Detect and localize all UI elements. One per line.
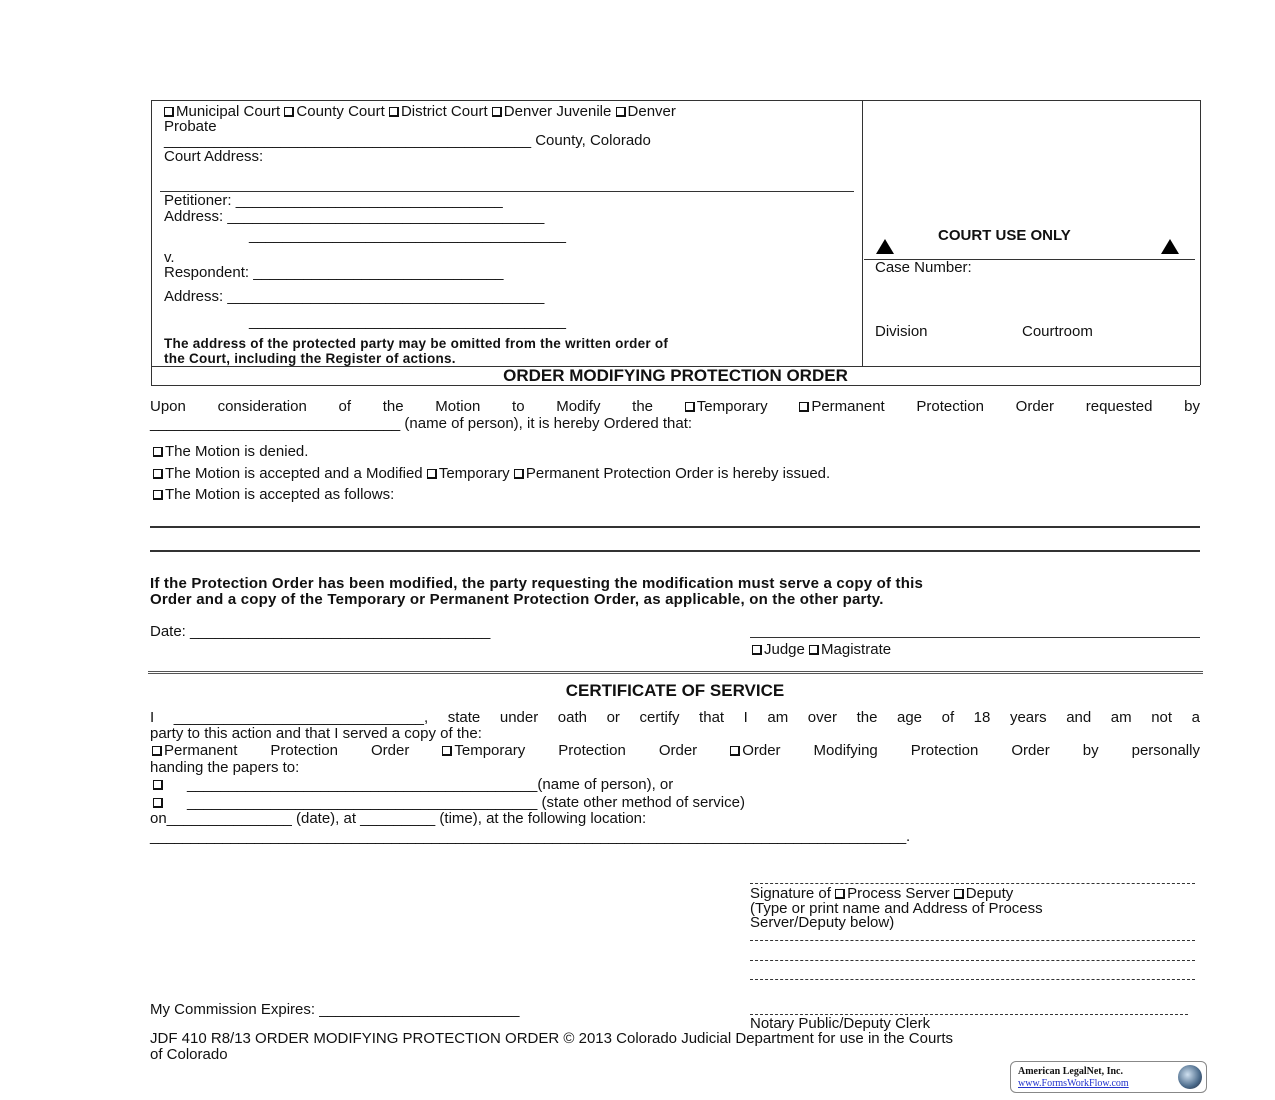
- footer-line-2: of Colorado: [150, 1046, 228, 1063]
- checkbox-icon[interactable]: [492, 107, 502, 117]
- checkbox-magistrate[interactable]: [809, 645, 819, 655]
- checkbox-permanent[interactable]: [799, 402, 809, 412]
- checkbox-icon[interactable]: [153, 490, 163, 500]
- court-option-denver-probate[interactable]: Denver: [616, 103, 676, 120]
- service-notice-line-1: If the Protection Order has been modified, the party requesting the modification must serve a copy of this: [150, 575, 923, 592]
- respondent-address-field[interactable]: Address: ______________________________________: [164, 288, 545, 305]
- date-field[interactable]: Date: ____________________________________: [150, 623, 491, 640]
- court-use-only-label: COURT USE ONLY: [938, 227, 1071, 244]
- versus-label: v.: [164, 249, 175, 266]
- court-type-options: [164, 104, 676, 120]
- checkbox-icon[interactable]: [153, 447, 163, 457]
- address-notice-line-1: The address of the protected party may be omitted from the written order of: [164, 336, 669, 351]
- server-info-line-3[interactable]: [750, 979, 1195, 980]
- judge-magistrate-options: Judge Magistrate: [752, 642, 891, 658]
- petitioner-address-field-2[interactable]: ______________________________________: [249, 227, 567, 244]
- commission-expires-field[interactable]: My Commission Expires: ________________________: [150, 1001, 520, 1018]
- petitioner-address-field[interactable]: Address: ______________________________________: [164, 208, 545, 225]
- globe-icon: [1178, 1065, 1202, 1089]
- checkbox-temporary[interactable]: [427, 469, 437, 479]
- forms-workflow-link[interactable]: www.FormsWorkFlow.com: [1018, 1078, 1129, 1089]
- server-info-line-2[interactable]: [750, 960, 1195, 961]
- notary-label: Notary Public/Deputy Clerk: [750, 1015, 931, 1032]
- type-print-note-1: (Type or print name and Address of Process: [750, 900, 1043, 917]
- respondent-address-field-2[interactable]: ______________________________________: [249, 313, 567, 330]
- order-intro-line-1: Upon consideration of the Motion to Modify the Temporary Permanent Protection Order requested by: [150, 398, 1201, 415]
- county-field[interactable]: ____________________________________________ County, Colorado: [164, 132, 651, 149]
- service-notice-line-2: Order and a copy of the Temporary or Permanent Protection Order, as applicable, on the other party.: [150, 591, 884, 608]
- division-label[interactable]: Division: [875, 323, 928, 340]
- checkbox-icon[interactable]: [164, 107, 174, 117]
- american-legalnet-logo[interactable]: American LegalNet, Inc. www.FormsWorkFlow.com: [1010, 1061, 1207, 1093]
- probate-label: Probate: [164, 118, 217, 135]
- triangle-up-icon: [876, 239, 894, 254]
- checkbox-icon[interactable]: [389, 107, 399, 117]
- court-option-district[interactable]: District Court: [389, 103, 488, 120]
- option-denied[interactable]: The Motion is denied.: [153, 444, 308, 460]
- section-divider: [148, 671, 1203, 674]
- box-top: [151, 100, 1200, 101]
- footer-line-1: JDF 410 R8/13 ORDER MODIFYING PROTECTION ORDER © 2013 Colorado Judicial Department for use in the Courts: [150, 1030, 953, 1047]
- box-divider: [862, 100, 863, 366]
- checkbox-judge[interactable]: [752, 645, 762, 655]
- checkbox-icon[interactable]: [153, 798, 163, 808]
- served-documents-options: Permanent Protection Order Temporary Protection Order Order Modifying Protection Order by personally: [152, 743, 1200, 759]
- box-left: [151, 100, 152, 385]
- court-option-municipal[interactable]: Municipal Court: [164, 103, 280, 120]
- follows-line-2[interactable]: [150, 550, 1200, 552]
- server-info-line-1[interactable]: [750, 940, 1195, 941]
- case-number-label[interactable]: Case Number:: [875, 259, 972, 276]
- server-signature-line[interactable]: [750, 883, 1195, 884]
- checkbox-icon[interactable]: [153, 469, 163, 479]
- page-title: ORDER MODIFYING PROTECTION ORDER: [503, 366, 848, 385]
- location-field[interactable]: ______________________________________________________________________________________________.: [150, 828, 910, 845]
- petitioner-field[interactable]: Petitioner: ________________________________: [164, 192, 503, 209]
- checkbox-temporary[interactable]: [685, 402, 695, 412]
- checkbox-modifying-order[interactable]: [730, 746, 740, 756]
- signature-of-options: Signature of Process Server Deputy: [750, 885, 1014, 902]
- judge-signature-line[interactable]: [750, 637, 1200, 638]
- triangle-up-icon: [1161, 239, 1179, 254]
- checkbox-icon[interactable]: [284, 107, 294, 117]
- option-name-of-person[interactable]: __________________________________________(name of person), or: [153, 777, 673, 793]
- box-bottom: [151, 385, 1200, 386]
- certificate-title: CERTIFICATE OF SERVICE: [565, 681, 785, 700]
- certificate-line-4: handing the papers to:: [150, 759, 300, 776]
- checkbox-icon[interactable]: [153, 780, 163, 790]
- certificate-line-1[interactable]: I ______________________________, state under oath or certify that I am over the age of 18 years and am not a: [150, 709, 1200, 726]
- respondent-field[interactable]: Respondent: ______________________________: [164, 264, 504, 281]
- box-right: [1200, 100, 1201, 385]
- option-other-method[interactable]: __________________________________________ (state other method of service): [153, 795, 745, 811]
- court-option-county[interactable]: County Court: [284, 103, 384, 120]
- checkbox-permanent-order[interactable]: [152, 746, 162, 756]
- checkbox-permanent[interactable]: [514, 469, 524, 479]
- option-accepted-modified[interactable]: The Motion is accepted and a Modified Temporary Permanent Protection Order is hereby issued.: [153, 466, 830, 482]
- court-address-label: Court Address:: [164, 148, 264, 165]
- courtroom-label[interactable]: Courtroom: [1022, 323, 1093, 340]
- checkbox-icon[interactable]: [616, 107, 626, 117]
- checkbox-process-server[interactable]: [835, 889, 845, 899]
- checkbox-temporary-order[interactable]: [442, 746, 452, 756]
- address-notice-line-2: the Court, including the Register of actions.: [164, 351, 456, 366]
- court-option-denver-juvenile[interactable]: Denver Juvenile: [492, 103, 612, 120]
- option-accepted-follows[interactable]: The Motion is accepted as follows:: [153, 487, 394, 503]
- checkbox-deputy[interactable]: [954, 889, 964, 899]
- order-intro-line-2[interactable]: ______________________________ (name of person), it is hereby Ordered that:: [150, 415, 693, 432]
- follows-line-1[interactable]: [150, 526, 1200, 528]
- certificate-line-2: party to this action and that I served a copy of the:: [150, 725, 482, 742]
- date-time-location-field[interactable]: on_______________ (date), at _________ (time), at the following location:: [150, 810, 647, 827]
- type-print-note-2: Server/Deputy below): [750, 914, 895, 931]
